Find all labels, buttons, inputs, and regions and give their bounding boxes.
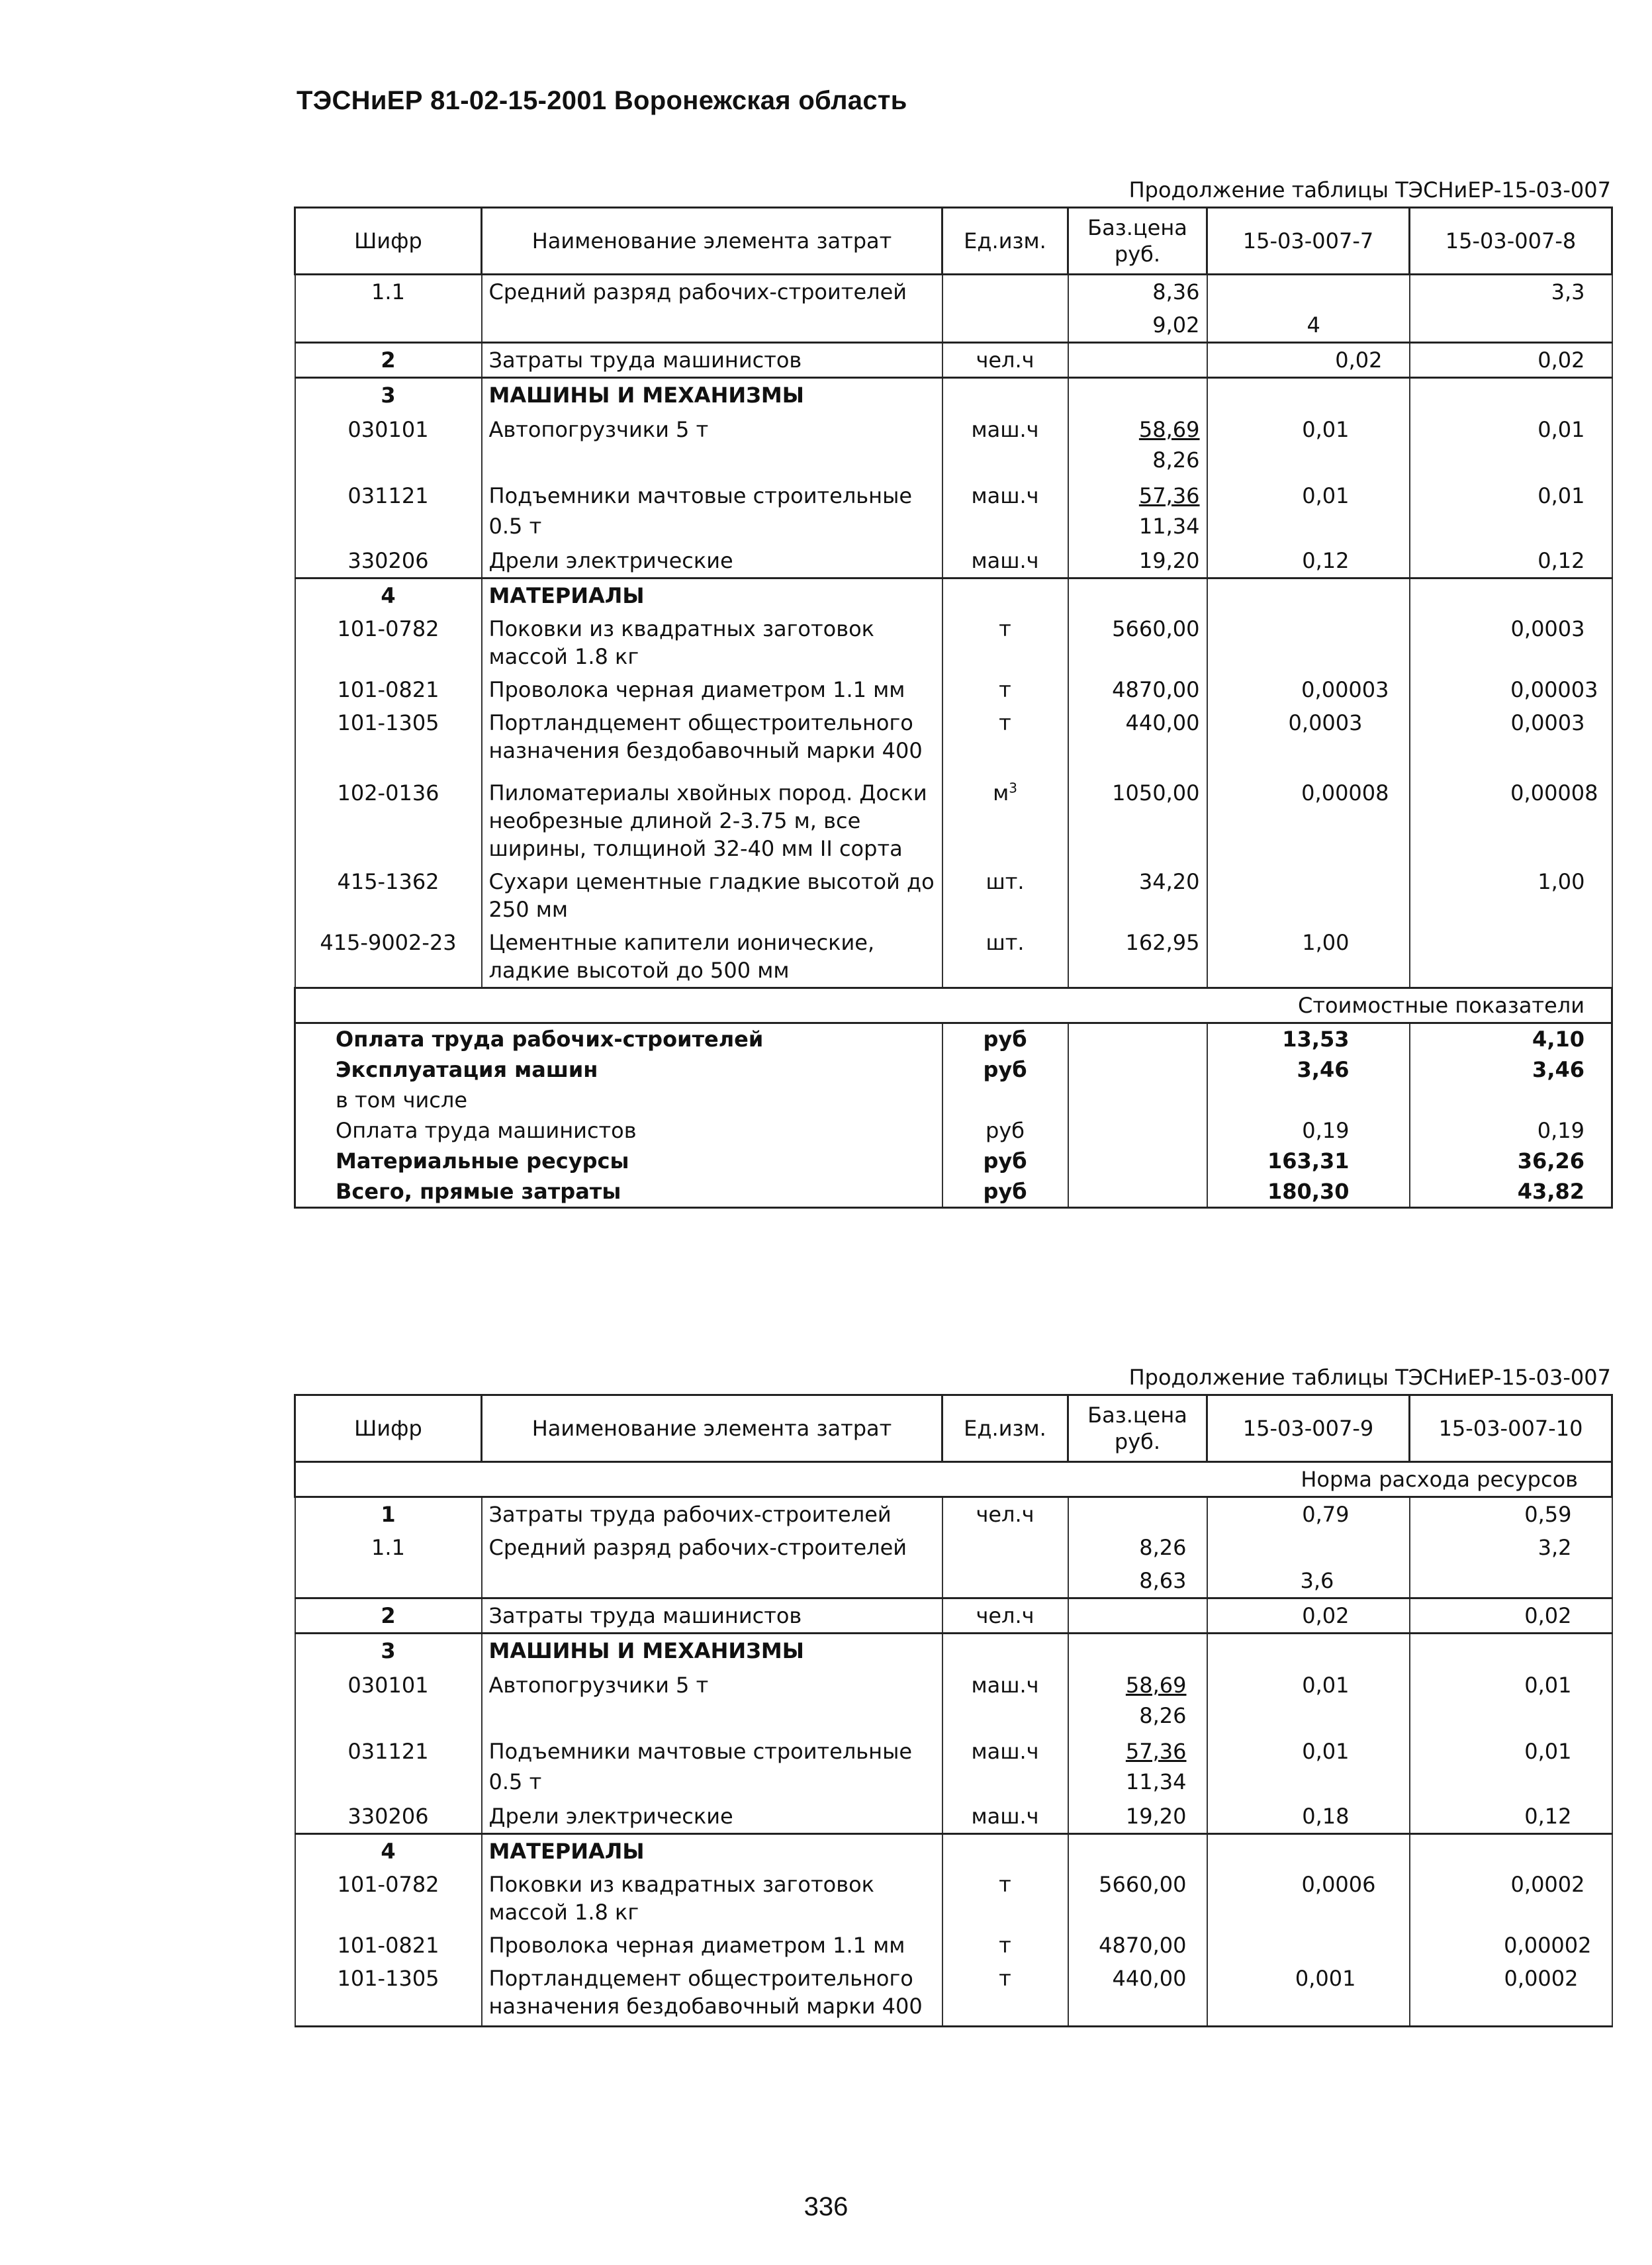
row-code: 3 bbox=[295, 1634, 482, 1668]
row-unit: маш.ч bbox=[942, 1800, 1068, 1834]
row-price: 19,20 bbox=[1068, 544, 1207, 578]
row-value-a: 0,18 bbox=[1207, 1800, 1410, 1834]
table-row bbox=[295, 378, 1612, 412]
row-value-a: 0,00008 bbox=[1207, 776, 1410, 865]
summary-value-b: 36,26 bbox=[1410, 1146, 1612, 1176]
row-code: 031121 bbox=[295, 478, 482, 544]
row-value-b: 0,02 bbox=[1410, 343, 1612, 378]
row-code: 415-9002-23 bbox=[295, 926, 482, 988]
row-code: 1.1 bbox=[295, 275, 482, 309]
summary-value-a: 180,30 bbox=[1207, 1176, 1410, 1208]
row-value-b: 0,01 bbox=[1410, 478, 1612, 544]
table-row bbox=[295, 544, 1612, 578]
table-row bbox=[295, 1667, 1612, 1733]
row-unit: маш.ч bbox=[942, 412, 1068, 478]
table-row bbox=[295, 612, 1612, 673]
row-price: 58,69 8,26 bbox=[1068, 412, 1207, 478]
row-value-b: 3,3 bbox=[1410, 275, 1612, 309]
row-name: Портландцемент общестроительного назначения бездобавочный марки 400 bbox=[482, 706, 942, 776]
header-code: Шифр bbox=[295, 1395, 482, 1462]
table-row bbox=[295, 1531, 1612, 1564]
row-unit: чел.ч bbox=[942, 1598, 1068, 1634]
summary-value-b: 4,10 bbox=[1410, 1023, 1612, 1055]
row-price: 58,69 8,26 bbox=[1068, 1667, 1207, 1733]
table-row bbox=[295, 578, 1612, 613]
row-name: МАТЕРИАЛЫ bbox=[482, 1834, 942, 1869]
row-name: МАШИНЫ И МЕХАНИЗМЫ bbox=[482, 1634, 942, 1668]
row-value-a: 0,01 bbox=[1207, 412, 1410, 478]
row-unit: т bbox=[942, 1962, 1068, 2027]
summary-row bbox=[295, 1054, 1612, 1085]
row-price: 8,63 bbox=[1068, 1564, 1207, 1598]
row-unit: шт. bbox=[942, 926, 1068, 988]
row-unit: чел.ч bbox=[942, 1497, 1068, 1532]
summary-row bbox=[295, 1085, 1612, 1115]
header-unit: Ед.изм. bbox=[942, 208, 1068, 275]
row-value-a: 3,6 bbox=[1207, 1564, 1410, 1598]
row-price: 9,02 bbox=[1068, 308, 1207, 343]
row-name: Сухари цементные гладкие высотой до 250 мм bbox=[482, 865, 942, 926]
summary-row bbox=[295, 1023, 1612, 1055]
table-row bbox=[295, 1598, 1612, 1634]
summary-unit: руб bbox=[942, 1115, 1068, 1146]
row-unit: т bbox=[942, 706, 1068, 776]
summary-row bbox=[295, 1115, 1612, 1146]
table-row bbox=[295, 1834, 1612, 1869]
row-value-b: 0,02 bbox=[1410, 1598, 1612, 1634]
header-col-b: 15-03-007-10 bbox=[1410, 1395, 1612, 1462]
table-row bbox=[295, 275, 1612, 309]
row-name: Портландцемент общестроительного назначения бездобавочный марки 400 bbox=[482, 1962, 942, 2027]
table-row bbox=[295, 776, 1612, 865]
row-name: Дрели электрические bbox=[482, 1800, 942, 1834]
row-code: 4 bbox=[295, 578, 482, 613]
row-price: 8,36 bbox=[1068, 275, 1207, 309]
summary-label: в том числе bbox=[295, 1085, 942, 1115]
row-name: Поковки из квадратных заготовок массой 1.8 кг bbox=[482, 1868, 942, 1929]
table-row bbox=[295, 478, 1612, 544]
table-row bbox=[295, 926, 1612, 988]
summary-unit: руб bbox=[942, 1054, 1068, 1085]
section-label: Стоимостные показатели bbox=[295, 988, 1612, 1023]
header-unit: Ед.изм. bbox=[942, 1395, 1068, 1462]
table-row bbox=[295, 1929, 1612, 1962]
summary-row bbox=[295, 1176, 1612, 1208]
row-value-b: 0,00002 bbox=[1410, 1929, 1612, 1962]
row-name: Подъемники мачтовые строительные 0.5 т bbox=[482, 1733, 942, 1800]
row-code: 4 bbox=[295, 1834, 482, 1869]
row-code: 101-1305 bbox=[295, 706, 482, 776]
summary-value-a: 163,31 bbox=[1207, 1146, 1410, 1176]
row-value-b: 0,01 bbox=[1410, 1667, 1612, 1733]
row-code: 1 bbox=[295, 1497, 482, 1532]
section-row bbox=[295, 988, 1612, 1023]
row-value-b: 0,0003 bbox=[1410, 706, 1612, 776]
row-name: Цементные капители ионические, ладкие высотой до 500 мм bbox=[482, 926, 942, 988]
row-name: Затраты труда рабочих-строителей bbox=[482, 1497, 942, 1532]
header-name: Наименование элемента затрат bbox=[482, 1395, 942, 1462]
table-header-row bbox=[295, 1395, 1612, 1462]
row-code: 101-0782 bbox=[295, 1868, 482, 1929]
table-header-row bbox=[295, 208, 1612, 275]
row-unit: маш.ч bbox=[942, 1733, 1068, 1800]
row-value-a: 0,001 bbox=[1207, 1962, 1410, 2027]
row-unit: т bbox=[942, 612, 1068, 673]
summary-unit: руб bbox=[942, 1176, 1068, 1208]
row-price: 8,26 bbox=[1068, 1531, 1207, 1564]
row-code: 1.1 bbox=[295, 1531, 482, 1564]
row-code: 030101 bbox=[295, 412, 482, 478]
row-unit: т bbox=[942, 673, 1068, 706]
summary-label: Материальные ресурсы bbox=[295, 1146, 942, 1176]
table-row bbox=[295, 308, 1612, 343]
row-name: Проволока черная диаметром 1.1 мм bbox=[482, 673, 942, 706]
row-price: 57,36 11,34 bbox=[1068, 478, 1207, 544]
header-price: Баз.цена руб. bbox=[1068, 208, 1207, 275]
row-value-a: 0,79 bbox=[1207, 1497, 1410, 1532]
table-row bbox=[295, 865, 1612, 926]
row-value-b: 0,01 bbox=[1410, 1733, 1612, 1800]
row-price: 34,20 bbox=[1068, 865, 1207, 926]
summary-unit: руб bbox=[942, 1023, 1068, 1055]
summary-label: Оплата труда рабочих-строителей bbox=[295, 1023, 942, 1055]
row-name: Автопогрузчики 5 т bbox=[482, 1667, 942, 1733]
resource-table-1 bbox=[294, 207, 1613, 1209]
section-label: Норма расхода ресурсов bbox=[295, 1462, 1612, 1497]
row-value-b: 0,01 bbox=[1410, 412, 1612, 478]
row-price: 162,95 bbox=[1068, 926, 1207, 988]
summary-value-a: 13,53 bbox=[1207, 1023, 1410, 1055]
row-code: 101-0782 bbox=[295, 612, 482, 673]
row-value-b: 0,0003 bbox=[1410, 612, 1612, 673]
row-value-b: 0,12 bbox=[1410, 544, 1612, 578]
row-code: 330206 bbox=[295, 1800, 482, 1834]
table-row bbox=[295, 706, 1612, 776]
summary-value-a: 0,19 bbox=[1207, 1115, 1410, 1146]
row-code: 330206 bbox=[295, 544, 482, 578]
page-number: 336 bbox=[803, 2192, 849, 2221]
table-row bbox=[295, 673, 1612, 706]
table-row bbox=[295, 1733, 1612, 1800]
row-name: Пиломатериалы хвойных пород. Доски необрезные длиной 2-3.75 м, все ширины, толщиной 32-40 мм II сорта bbox=[482, 776, 942, 865]
row-unit: т bbox=[942, 1929, 1068, 1962]
row-name: Средний разряд рабочих-строителей bbox=[482, 275, 942, 309]
row-price: 440,00 bbox=[1068, 706, 1207, 776]
row-unit: маш.ч bbox=[942, 544, 1068, 578]
row-code: 415-1362 bbox=[295, 865, 482, 926]
table-row bbox=[295, 1868, 1612, 1929]
row-value-a: 0,01 bbox=[1207, 1667, 1410, 1733]
row-price: 5660,00 bbox=[1068, 1868, 1207, 1929]
row-name: Проволока черная диаметром 1.1 мм bbox=[482, 1929, 942, 1962]
row-code: 031121 bbox=[295, 1733, 482, 1800]
summary-value-b: 3,46 bbox=[1410, 1054, 1612, 1085]
row-price: 440,00 bbox=[1068, 1962, 1207, 2027]
summary-value-a: 3,46 bbox=[1207, 1054, 1410, 1085]
row-code: 2 bbox=[295, 343, 482, 378]
row-price: 4870,00 bbox=[1068, 1929, 1207, 1962]
row-value-a: 0,01 bbox=[1207, 1733, 1410, 1800]
summary-label: Эксплуатация машин bbox=[295, 1054, 942, 1085]
summary-label: Всего, прямые затраты bbox=[295, 1176, 942, 1208]
summary-unit: руб bbox=[942, 1146, 1068, 1176]
row-name: Затраты труда машинистов bbox=[482, 343, 942, 378]
row-price: 57,36 11,34 bbox=[1068, 1733, 1207, 1800]
row-name: МАТЕРИАЛЫ bbox=[482, 578, 942, 613]
row-name: МАШИНЫ И МЕХАНИЗМЫ bbox=[482, 378, 942, 412]
table-row bbox=[295, 343, 1612, 378]
row-value-b: 0,00008 bbox=[1410, 776, 1612, 865]
row-value-a: 0,01 bbox=[1207, 478, 1410, 544]
table-row bbox=[295, 1634, 1612, 1668]
document-title: ТЭСНиЕР 81-02-15-2001 Воронежская область bbox=[297, 86, 907, 115]
header-name: Наименование элемента затрат bbox=[482, 208, 942, 275]
row-value-a: 1,00 bbox=[1207, 926, 1410, 988]
row-code: 102-0136 bbox=[295, 776, 482, 865]
row-unit: $м^3$ bbox=[942, 776, 1068, 865]
row-code: 101-0821 bbox=[295, 1929, 482, 1962]
row-code: 101-0821 bbox=[295, 673, 482, 706]
table-row bbox=[295, 412, 1612, 478]
row-unit: т bbox=[942, 1868, 1068, 1929]
row-value-a: 0,0006 bbox=[1207, 1868, 1410, 1929]
row-value-b: 0,59 bbox=[1410, 1497, 1612, 1532]
header-col-a: 15-03-007-9 bbox=[1207, 1395, 1410, 1462]
row-name: Дрели электрические bbox=[482, 544, 942, 578]
row-name: Подъемники мачтовые строительные 0.5 т bbox=[482, 478, 942, 544]
row-value-a: 0,02 bbox=[1207, 1598, 1410, 1634]
row-value-a: 0,00003 bbox=[1207, 673, 1410, 706]
row-unit: маш.ч bbox=[942, 1667, 1068, 1733]
table1-caption: Продолжение таблицы ТЭСНиЕР-15-03-007 bbox=[1128, 177, 1611, 203]
table-row bbox=[295, 1962, 1612, 2027]
row-code: 101-1305 bbox=[295, 1962, 482, 2027]
row-value-b: 0,0002 bbox=[1410, 1868, 1612, 1929]
header-col-b: 15-03-007-8 bbox=[1410, 208, 1612, 275]
row-value-a: 0,12 bbox=[1207, 544, 1410, 578]
row-code: 2 bbox=[295, 1598, 482, 1634]
row-name: Затраты труда машинистов bbox=[482, 1598, 942, 1634]
summary-row bbox=[295, 1146, 1612, 1176]
header-col-a: 15-03-007-7 bbox=[1207, 208, 1410, 275]
row-value-b: 0,00003 bbox=[1410, 673, 1612, 706]
table-row bbox=[295, 1800, 1612, 1834]
row-value-a: 4 bbox=[1207, 308, 1410, 343]
row-code: 3 bbox=[295, 378, 482, 412]
section-row bbox=[295, 1462, 1612, 1497]
resource-table-2 bbox=[294, 1394, 1613, 2027]
row-value-b: 1,00 bbox=[1410, 865, 1612, 926]
summary-value-b: 0,19 bbox=[1410, 1115, 1612, 1146]
summary-value-b: 43,82 bbox=[1410, 1176, 1612, 1208]
row-value-b: 0,0002 bbox=[1410, 1962, 1612, 2027]
row-unit: шт. bbox=[942, 865, 1068, 926]
row-price: 19,20 bbox=[1068, 1800, 1207, 1834]
row-price: 4870,00 bbox=[1068, 673, 1207, 706]
header-price: Баз.цена руб. bbox=[1068, 1395, 1207, 1462]
row-price: 5660,00 bbox=[1068, 612, 1207, 673]
row-unit: маш.ч bbox=[942, 478, 1068, 544]
table-row bbox=[295, 1497, 1612, 1532]
row-name: Автопогрузчики 5 т bbox=[482, 412, 942, 478]
row-name: Средний разряд рабочих-строителей bbox=[482, 1531, 942, 1564]
row-value-a: 0,0003 bbox=[1207, 706, 1410, 776]
row-value-b: 0,12 bbox=[1410, 1800, 1612, 1834]
summary-label: Оплата труда машинистов bbox=[295, 1115, 942, 1146]
row-code: 030101 bbox=[295, 1667, 482, 1733]
table-row bbox=[295, 1564, 1612, 1598]
row-unit: чел.ч bbox=[942, 343, 1068, 378]
row-name: Поковки из квадратных заготовок массой 1.8 кг bbox=[482, 612, 942, 673]
row-price: 1050,00 bbox=[1068, 776, 1207, 865]
table2-caption: Продолжение таблицы ТЭСНиЕР-15-03-007 bbox=[1128, 1365, 1611, 1390]
row-value-b: 3,2 bbox=[1410, 1531, 1612, 1564]
header-code: Шифр bbox=[295, 208, 482, 275]
row-value-a: 0,02 bbox=[1207, 343, 1410, 378]
